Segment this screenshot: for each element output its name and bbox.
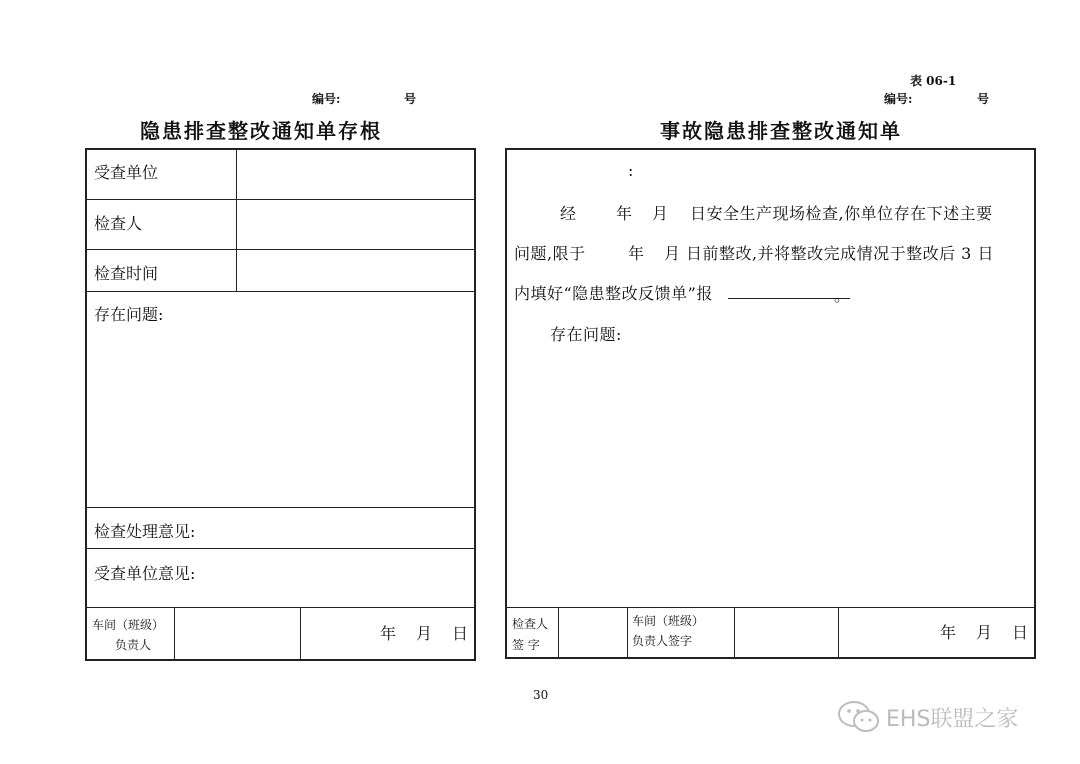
handling-opinion-label: 检查处理意见: (94, 522, 196, 541)
para3-start: 内填好“隐患整改反馈单”报 (514, 284, 713, 303)
right-date-month: 月 (976, 623, 993, 642)
inspection-time-field[interactable] (240, 252, 472, 288)
workshop-label-line2: 负责人 (115, 638, 152, 652)
divider (838, 608, 839, 657)
right-date-year: 年 (940, 623, 957, 642)
wechat-icon (836, 700, 882, 734)
workshop-label-line1: 车间（班级） (92, 618, 165, 632)
date-year: 年 (380, 624, 397, 643)
inspector-sign-line1: 检查人 (512, 617, 549, 631)
workshop-signature-field[interactable] (737, 611, 835, 655)
divider (236, 149, 237, 291)
divider (174, 608, 175, 659)
divider (734, 608, 735, 657)
para1-rest: 日安全生产现场检查,你单位存在下述主要 (690, 204, 993, 223)
inspected-unit-field[interactable] (240, 152, 472, 196)
right-number-label: 编号: (884, 92, 913, 106)
inspected-unit-label: 受查单位 (94, 163, 159, 182)
unit-opinion-label: 受查单位意见: (94, 564, 196, 583)
inspector-field[interactable] (240, 202, 472, 246)
right-form-box (505, 148, 1036, 659)
watermark-text: EHS联盟之家 (886, 707, 1019, 732)
left-number-label: 编号: (312, 92, 341, 106)
divider (506, 607, 1035, 608)
divider (86, 607, 475, 608)
divider (86, 249, 475, 250)
recipient-colon: : (628, 161, 634, 180)
left-title: 隐患排查整改通知单存根 (140, 119, 382, 143)
workshop-signature-field[interactable] (177, 611, 297, 656)
para2-start: 问题,限于 (514, 244, 586, 263)
workshop-sign-line1: 车间（班级） (632, 614, 705, 628)
workshop-sign-line2: 负责人签字 (632, 634, 693, 648)
divider (627, 608, 628, 657)
divider (558, 608, 559, 657)
para1-jing: 经 (560, 204, 577, 223)
divider (86, 507, 475, 508)
para3-end: 。 (834, 286, 851, 305)
inspection-time-label: 检查时间 (94, 264, 159, 283)
para2-rest: 日前整改,并将整改完成情况于整改后 3 日 (686, 244, 994, 263)
report-to-blank[interactable] (728, 298, 850, 299)
inspector-signature-field[interactable] (561, 611, 624, 655)
inspector-sign-line2: 签 字 (512, 638, 540, 652)
page-number: 30 (533, 688, 549, 702)
inspector-label: 检查人 (94, 214, 143, 233)
problems-label: 存在问题: (94, 305, 164, 324)
form-code: 表 06-1 (910, 74, 957, 88)
para2-year: 年 (628, 244, 645, 263)
divider (300, 608, 301, 659)
para1-year: 年 (616, 204, 633, 223)
right-date-day: 日 (1012, 623, 1029, 642)
date-month: 月 (416, 624, 433, 643)
para2-month: 月 (664, 244, 681, 263)
date-day: 日 (452, 624, 469, 643)
right-title: 事故隐患排查整改通知单 (660, 119, 902, 143)
left-number-suffix: 号 (404, 92, 417, 106)
right-problems-label: 存在问题: (550, 325, 622, 344)
divider (86, 291, 475, 292)
para1-month: 月 (652, 204, 669, 223)
divider (86, 548, 475, 549)
divider (86, 199, 475, 200)
right-number-suffix: 号 (977, 92, 990, 106)
